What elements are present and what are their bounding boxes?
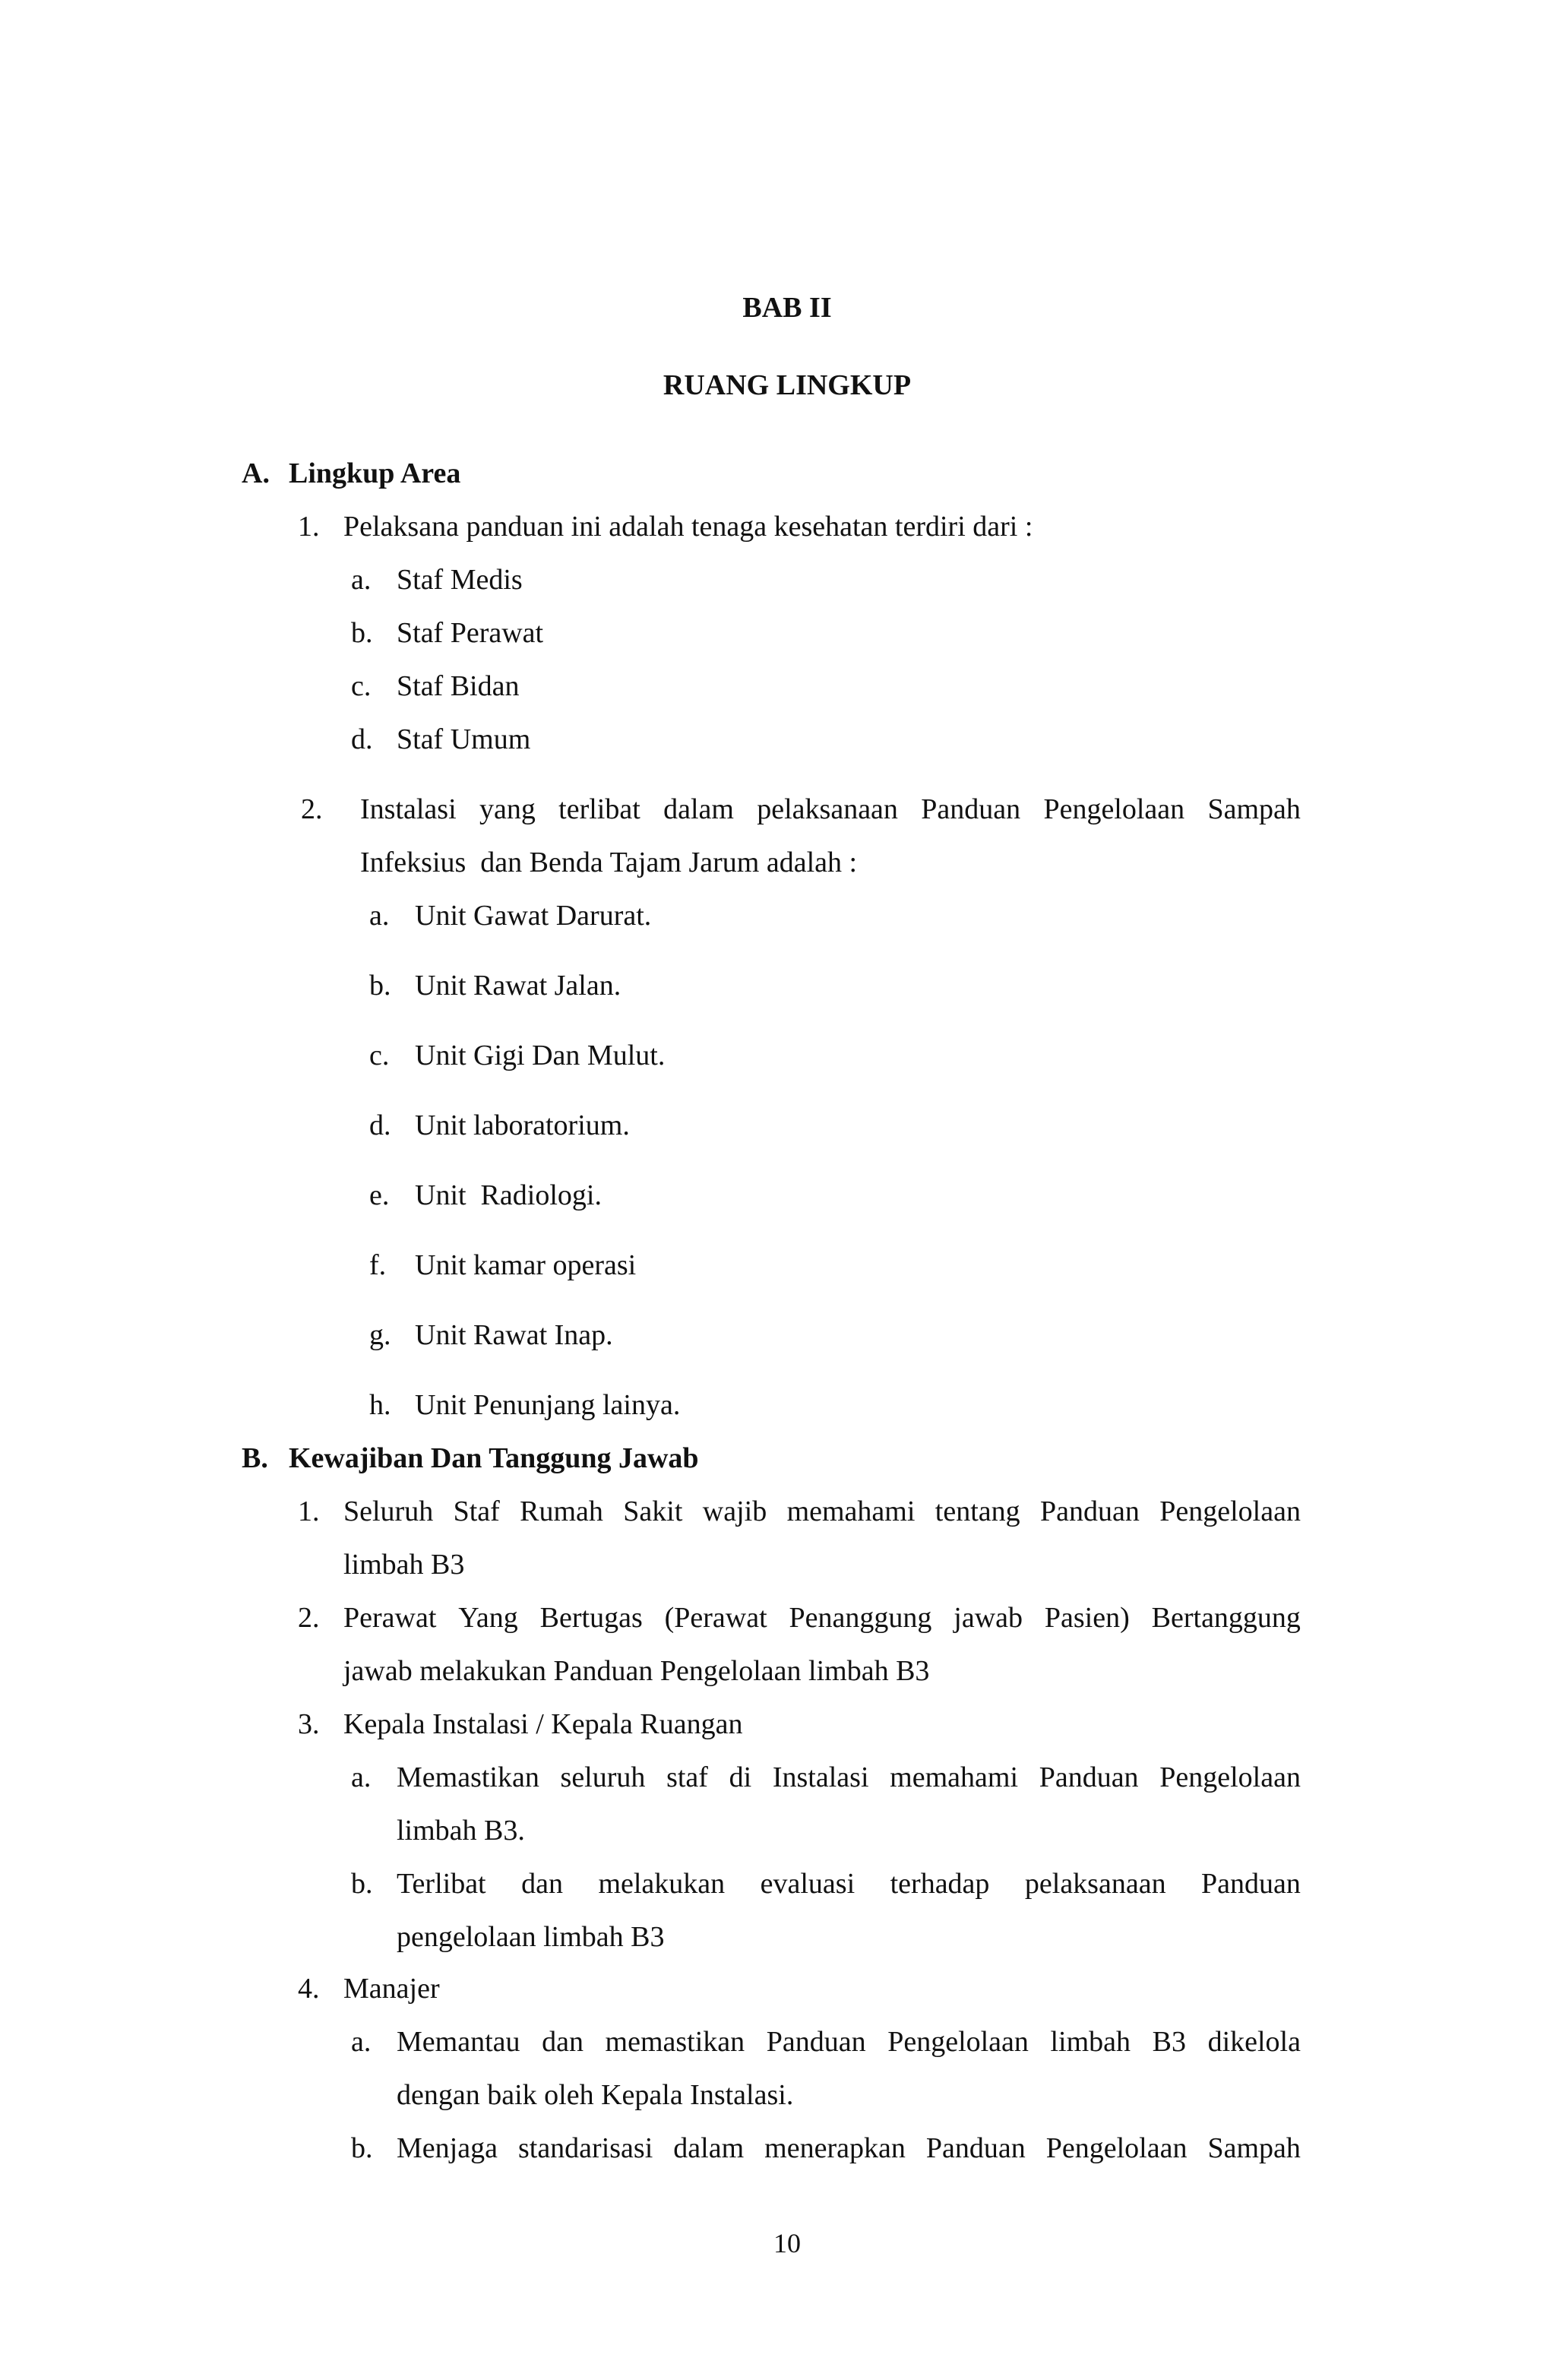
b4b-marker: b. bbox=[351, 2132, 373, 2164]
b3a-line-1: Memastikan seluruh staf di Instalasi memahami Panduan Pengelolaan bbox=[397, 1761, 1301, 1793]
a2-sub-marker: f. bbox=[369, 1249, 387, 1281]
b3-number: 3. bbox=[298, 1708, 320, 1740]
a2-sub-text: Unit Rawat Jalan. bbox=[415, 970, 621, 1002]
b3-text: Kepala Instalasi / Kepala Ruangan bbox=[343, 1708, 743, 1740]
section-a-heading: Lingkup Area bbox=[289, 457, 461, 489]
a2-line-2: Infeksius dan Benda Tajam Jarum adalah : bbox=[360, 847, 858, 878]
a2-sub-marker: a. bbox=[369, 900, 390, 932]
a1-sub-marker: c. bbox=[351, 670, 372, 702]
chapter-heading: BAB II bbox=[742, 292, 832, 324]
a2-sub-text: Unit kamar operasi bbox=[415, 1249, 637, 1281]
section-b-marker: B. bbox=[242, 1442, 268, 1474]
b4a-line-2: dengan baik oleh Kepala Instalasi. bbox=[397, 2079, 794, 2111]
b3b-line-1: Terlibat dan melakukan evaluasi terhadap pelaksanaan Panduan bbox=[397, 1868, 1301, 1900]
a1-sub-marker: a. bbox=[351, 564, 372, 596]
b3a-line-2: limbah B3. bbox=[397, 1815, 525, 1847]
a1-text: Pelaksana panduan ini adalah tenaga kesehatan terdiri dari : bbox=[343, 511, 1033, 543]
b3a-marker: a. bbox=[351, 1761, 372, 1793]
b4-text: Manajer bbox=[343, 1973, 440, 2005]
a1-sub-text: Staf Medis bbox=[397, 564, 523, 596]
a2-sub-marker: b. bbox=[369, 970, 391, 1002]
b1-line-2: limbah B3 bbox=[343, 1549, 465, 1581]
b1-number: 1. bbox=[298, 1495, 320, 1527]
b3b-marker: b. bbox=[351, 1868, 373, 1900]
a2-sub-marker: d. bbox=[369, 1109, 391, 1141]
section-b-heading: Kewajiban Dan Tanggung Jawab bbox=[289, 1442, 699, 1474]
a2-sub-text: Unit Radiologi. bbox=[415, 1179, 602, 1211]
a2-sub-marker: c. bbox=[369, 1040, 390, 1071]
a2-sub-marker: h. bbox=[369, 1389, 391, 1421]
a1-sub-text: Staf Umum bbox=[397, 723, 531, 755]
a1-sub-text: Staf Perawat bbox=[397, 617, 544, 649]
b4-number: 4. bbox=[298, 1973, 320, 2005]
a2-sub-text: Unit Rawat Inap. bbox=[415, 1319, 613, 1351]
a1-number: 1. bbox=[298, 511, 320, 543]
a2-sub-text: Unit laboratorium. bbox=[415, 1109, 630, 1141]
b1-line-1: Seluruh Staf Rumah Sakit wajib memahami tentang Panduan Pengelolaan bbox=[343, 1495, 1301, 1527]
a2-line-1: Instalasi yang terlibat dalam pelaksanaan Panduan Pengelolaan Sampah bbox=[360, 793, 1301, 825]
a2-sub-text: Unit Gawat Darurat. bbox=[415, 900, 652, 932]
section-a-marker: A. bbox=[242, 457, 270, 489]
page-number: 10 bbox=[773, 2228, 801, 2258]
a1-sub-marker: d. bbox=[351, 723, 373, 755]
a2-sub-text: Unit Gigi Dan Mulut. bbox=[415, 1040, 666, 1071]
b4a-marker: a. bbox=[351, 2026, 372, 2058]
b4a-line-1: Memantau dan memastikan Panduan Pengelolaan limbah B3 dikelola bbox=[397, 2026, 1301, 2058]
a1-sub-marker: b. bbox=[351, 617, 373, 649]
a2-sub-marker: e. bbox=[369, 1179, 390, 1211]
b2-line-1: Perawat Yang Bertugas (Perawat Penanggung jawab Pasien) Bertanggung bbox=[343, 1602, 1301, 1634]
b4b-line-1: Menjaga standarisasi dalam menerapkan Panduan Pengelolaan Sampah bbox=[397, 2132, 1301, 2164]
a2-sub-text: Unit Penunjang lainya. bbox=[415, 1389, 681, 1421]
chapter-title: RUANG LINGKUP bbox=[663, 369, 912, 401]
a2-sub-marker: g. bbox=[369, 1319, 391, 1351]
a2-number: 2. bbox=[301, 793, 323, 825]
b2-line-2: jawab melakukan Panduan Pengelolaan limbah B3 bbox=[343, 1655, 930, 1687]
b3b-line-2: pengelolaan limbah B3 bbox=[397, 1921, 665, 1953]
b2-number: 2. bbox=[298, 1602, 320, 1634]
a1-sub-text: Staf Bidan bbox=[397, 670, 520, 702]
